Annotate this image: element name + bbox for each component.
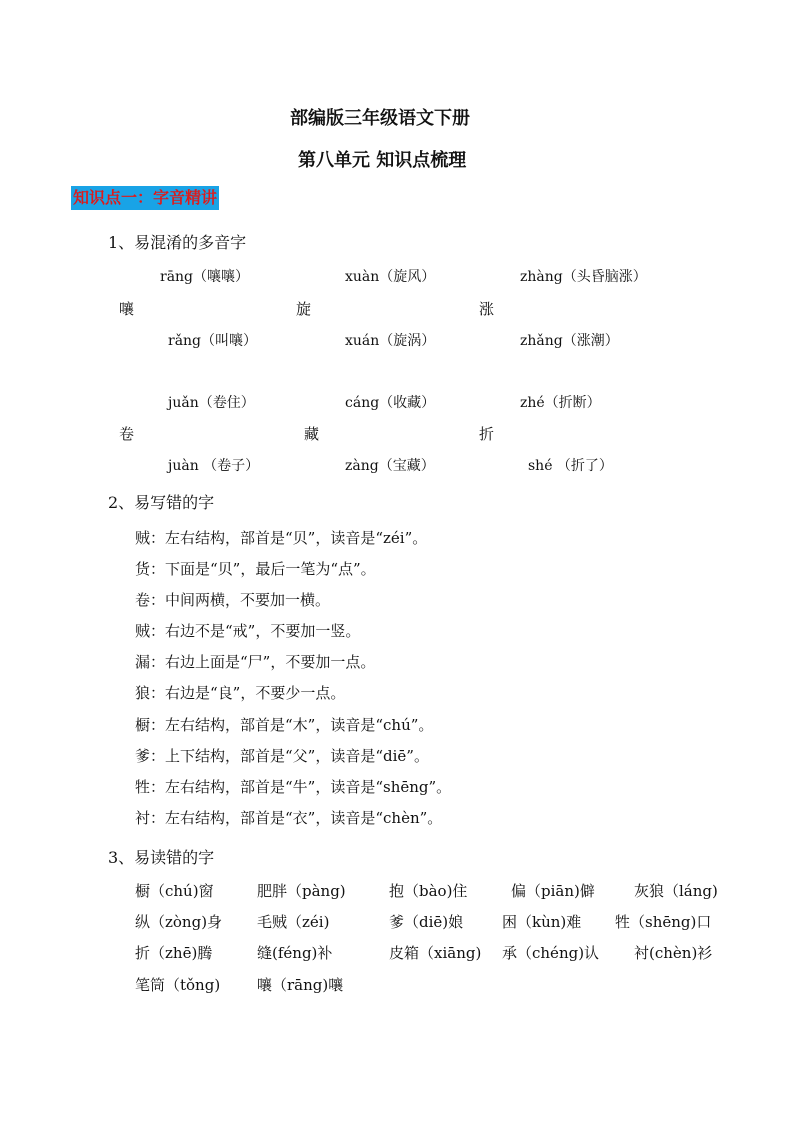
- misread-word: 缝(féng)补: [257, 944, 333, 962]
- polyphonic-char: 折: [479, 425, 495, 443]
- section-heading-polyphonic: 1、易混淆的多音字: [108, 233, 247, 252]
- misread-word: 爹（diē)娘: [389, 913, 464, 931]
- pinyin-reading: shé （折了）: [528, 458, 613, 474]
- misread-word: 衬(chèn)衫: [634, 944, 713, 962]
- pinyin-reading: zàng（宝藏）: [345, 458, 435, 474]
- page-title: 部编版三年级语文下册: [290, 108, 470, 129]
- pinyin-reading: zhǎng（涨潮）: [520, 333, 619, 349]
- polyphonic-char: 卷: [119, 425, 135, 443]
- misread-word: 折（zhē)腾: [135, 944, 213, 962]
- page-subtitle: 第八单元 知识点梳理: [298, 150, 467, 171]
- pinyin-reading: xuàn（旋风）: [345, 269, 436, 285]
- section-heading-misread: 3、易读错的字: [108, 848, 215, 867]
- pinyin-reading: juǎn（卷住）: [168, 395, 255, 411]
- misread-word: 纵（zòng)身: [135, 913, 223, 931]
- list-item: 狼：右边是“良”，不要少一点。: [135, 684, 346, 702]
- section-heading-miswritten: 2、易写错的字: [108, 493, 215, 512]
- misread-word: 灰狼（láng): [634, 882, 718, 900]
- misread-word: 嚷（rāng)嚷: [257, 976, 344, 994]
- misread-word: 皮箱（xiāng): [389, 944, 482, 962]
- pinyin-reading: zhé（折断）: [520, 395, 601, 411]
- polyphonic-char: 涨: [479, 300, 495, 318]
- polyphonic-char: 藏: [304, 425, 320, 443]
- misread-word: 困（kùn)难: [502, 913, 582, 931]
- list-item: 卷：中间两横，不要加一横。: [135, 591, 331, 609]
- misread-word: 肥胖（pàng): [257, 882, 346, 900]
- misread-word: 笔筒（tǒng): [135, 976, 221, 994]
- misread-word: 牲（shēng)口: [615, 913, 712, 931]
- misread-word: 橱（chú)窗: [135, 882, 214, 900]
- list-item: 漏：右边上面是“尸”，不要加一点。: [135, 653, 376, 671]
- pinyin-reading: rǎng（叫嚷）: [168, 333, 258, 349]
- knowledge-point-label: 知识点一：字音精讲: [71, 186, 219, 210]
- pinyin-reading: juàn （卷子）: [168, 458, 260, 474]
- misread-word: 毛贼（zéi): [257, 913, 330, 931]
- list-item: 衬：左右结构，部首是“衣”，读音是“chèn”。: [135, 809, 443, 827]
- misread-word: 抱（bào)住: [389, 882, 468, 900]
- polyphonic-char: 嚷: [119, 300, 135, 318]
- list-item: 牲：左右结构，部首是“牛”，读音是“shēng”。: [135, 778, 452, 796]
- pinyin-reading: zhàng（头昏脑涨）: [520, 269, 647, 285]
- list-item: 爹：上下结构，部首是“父”，读音是“diē”。: [135, 747, 429, 765]
- pinyin-reading: rāng（嚷嚷）: [160, 269, 250, 285]
- polyphonic-char: 旋: [296, 300, 312, 318]
- misread-word: 承（chéng)认: [502, 944, 600, 962]
- list-item: 贼：右边不是“戒”，不要加一竖。: [135, 622, 361, 640]
- pinyin-reading: xuán（旋涡）: [345, 333, 436, 349]
- misread-word: 偏（piān)僻: [511, 882, 595, 900]
- list-item: 橱：左右结构，部首是“木”，读音是“chú”。: [135, 716, 434, 734]
- list-item: 贼：左右结构，部首是“贝”，读音是“zéi”。: [135, 529, 428, 547]
- pinyin-reading: cáng（收藏）: [345, 395, 436, 411]
- list-item: 货：下面是“贝”，最后一笔为“点”。: [135, 560, 376, 578]
